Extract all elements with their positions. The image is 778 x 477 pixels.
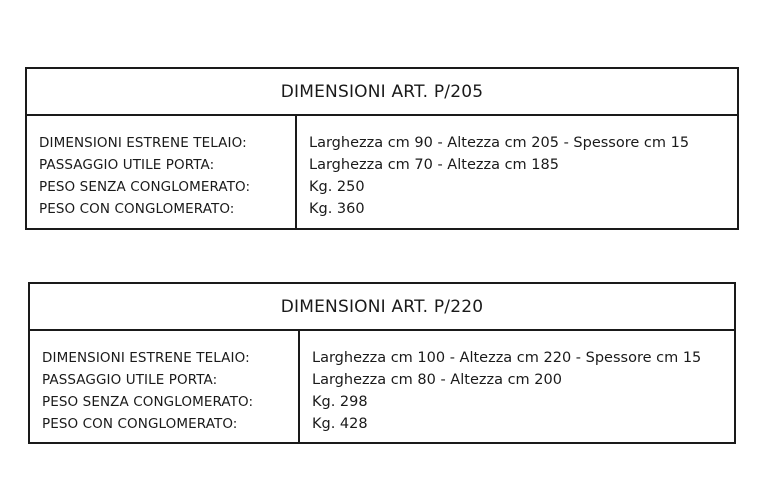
spec-table-p220 xyxy=(28,282,736,444)
row-label-weight-without-conglomerate: PESO SENZA CONGLOMERATO: xyxy=(39,179,251,195)
row-label-frame-dimensions: DIMENSIONI ESTRENE TELAIO: xyxy=(39,135,247,151)
row-label-weight-without-conglomerate: PESO SENZA CONGLOMERATO: xyxy=(42,394,254,410)
row-value-door-passage: Larghezza cm 70 - Altezza cm 185 xyxy=(309,157,559,173)
table-body xyxy=(27,116,737,228)
row-label-frame-dimensions: DIMENSIONI ESTRENE TELAIO: xyxy=(42,350,250,366)
row-label-weight-with-conglomerate: PESO CON CONGLOMERATO: xyxy=(42,416,238,432)
row-value-door-passage: Larghezza cm 80 - Altezza cm 200 xyxy=(312,372,562,388)
row-value-weight-with-conglomerate: Kg. 428 xyxy=(312,416,368,432)
table-body xyxy=(30,331,734,442)
spec-table-p205 xyxy=(25,67,739,230)
row-label-weight-with-conglomerate: PESO CON CONGLOMERATO: xyxy=(39,201,235,217)
values-column xyxy=(300,331,734,442)
row-label-door-passage: PASSAGGIO UTILE PORTA: xyxy=(42,372,218,388)
row-value-weight-without-conglomerate: Kg. 250 xyxy=(309,179,365,195)
row-value-weight-with-conglomerate: Kg. 360 xyxy=(309,201,365,217)
row-value-frame-dimensions: Larghezza cm 90 - Altezza cm 205 - Spessore cm 15 xyxy=(309,135,690,151)
labels-column xyxy=(30,331,300,442)
labels-column xyxy=(27,116,297,228)
row-value-weight-without-conglomerate: Kg. 298 xyxy=(312,394,368,410)
row-label-door-passage: PASSAGGIO UTILE PORTA: xyxy=(39,157,215,173)
row-value-frame-dimensions: Larghezza cm 100 - Altezza cm 220 - Spessore cm 15 xyxy=(312,350,702,366)
values-column xyxy=(297,116,737,228)
table-title: DIMENSIONI ART. P/220 xyxy=(30,284,734,331)
table-title: DIMENSIONI ART. P/205 xyxy=(27,69,737,116)
